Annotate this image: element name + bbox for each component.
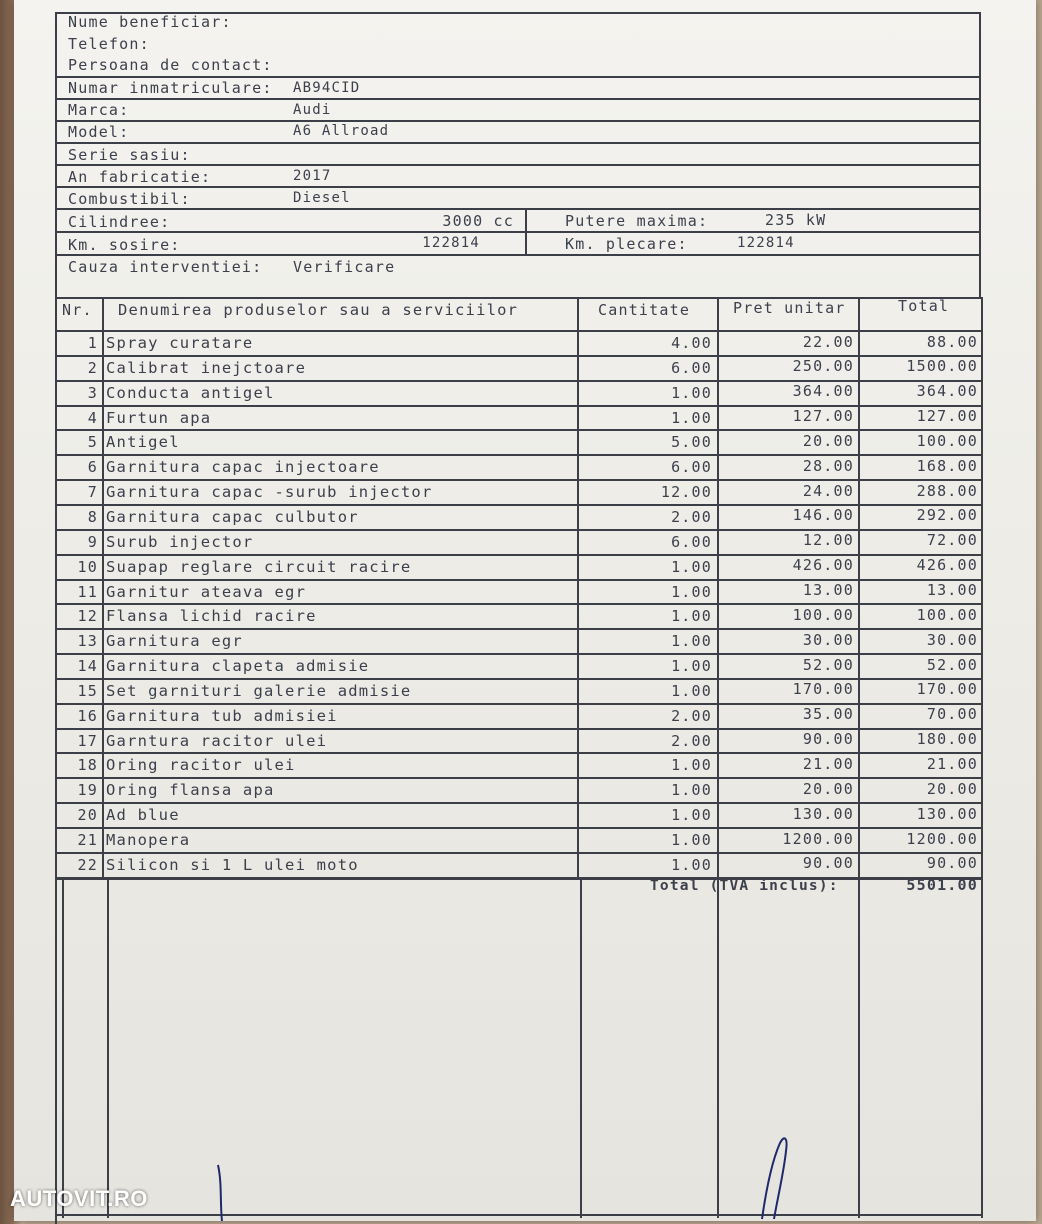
row-qty: 2.00 [671,707,712,725]
row-name: Set garnituri galerie admisie [106,682,412,700]
row-unit: 35.00 [802,705,854,723]
displacement-label: Cilindree: [68,213,171,231]
row-qty: 1.00 [671,583,712,601]
row-name: Garnitur ateava egr [106,583,307,601]
row-nr: 11 [77,583,98,601]
phone-label: Telefon: [68,35,150,53]
row-unit: 90.00 [802,730,854,748]
row-name: Ad blue [106,806,180,824]
rule [981,297,983,1218]
row-name: Garnitura tub admisiei [106,707,338,725]
total-value: 5501.00 [906,876,978,894]
reason-label: Cauza interventiei: [68,258,263,276]
row-nr: 9 [87,533,98,551]
row-total: 426.00 [916,556,978,574]
row-unit: 28.00 [802,457,854,475]
row-nr: 1 [87,334,98,352]
row-total: 288.00 [916,482,978,500]
row-unit: 24.00 [802,482,854,500]
row-total: 30.00 [926,631,978,649]
rule [55,164,980,166]
row-rule [55,827,982,829]
row-nr: 21 [77,831,98,849]
row-total: 100.00 [916,432,978,450]
col-header-qty: Cantitate [598,301,691,319]
row-total: 364.00 [916,382,978,400]
row-qty: 5.00 [671,433,712,451]
row-name: Calibrat inejctoare [106,359,307,377]
rule [107,878,109,1218]
power-label: Putere maxima: [565,212,709,230]
vin-label: Serie sasiu: [68,146,191,164]
rule [55,142,980,144]
make-label: Marca: [68,101,130,119]
row-unit: 1200.00 [782,830,854,848]
row-name: Garnitura capac -surub injector [106,483,433,501]
plate-value: AB94CID [293,80,361,96]
row-total: 292.00 [916,506,978,524]
displacement-value: 3000 cc [442,212,514,230]
row-name: Oring racitor ulei [106,756,296,774]
rule [858,297,860,1218]
row-qty: 1.00 [671,384,712,402]
row-name: Conducta antigel [106,384,275,402]
row-qty: 1.00 [671,558,712,576]
row-name: Spray curatare [106,334,254,352]
row-nr: 12 [77,607,98,625]
row-qty: 1.00 [671,856,712,874]
row-unit: 30.00 [802,631,854,649]
row-unit: 170.00 [792,680,854,698]
row-nr: 22 [77,856,98,874]
row-unit: 146.00 [792,506,854,524]
row-name: Oring flansa apa [106,781,275,799]
row-qty: 6.00 [671,533,712,551]
row-total: 1200.00 [906,830,978,848]
row-qty: 1.00 [671,682,712,700]
row-rule [55,777,982,779]
row-name: Antigel [106,433,180,451]
row-unit: 20.00 [802,432,854,450]
row-total: 130.00 [916,805,978,823]
fuel-label: Combustibil: [68,190,191,208]
row-nr: 17 [77,732,98,750]
km-out-value: 122814 [737,235,795,251]
row-name: Surub injector [106,533,254,551]
km-out-label: Km. plecare: [565,235,688,253]
row-nr: 14 [77,657,98,675]
row-name: Suapap reglare circuit racire [106,558,412,576]
row-name: Garnitura clapeta admisie [106,657,370,675]
row-rule [55,454,982,456]
row-rule [55,429,982,431]
row-nr: 3 [87,384,98,402]
year-value: 2017 [293,168,332,184]
row-unit: 426.00 [792,556,854,574]
power-value: 235 kW [765,211,827,229]
row-qty: 2.00 [671,732,712,750]
rule [62,878,64,1218]
rule [55,878,982,880]
row-rule [55,752,982,754]
rule [55,76,980,78]
row-name: Garnitura egr [106,632,243,650]
rule [55,98,980,100]
row-name: Garnitura capac culbutor [106,508,359,526]
row-qty: 1.00 [671,632,712,650]
row-unit: 364.00 [792,382,854,400]
col-header-total: Total [898,297,950,315]
row-name: Garnitura capac injectoare [106,458,380,476]
row-name: Garntura racitor ulei [106,732,328,750]
row-nr: 2 [87,359,98,377]
contact-label: Persoana de contact: [68,56,273,74]
row-unit: 20.00 [802,780,854,798]
total-label: Total (TVA inclus): [650,878,839,894]
row-total: 127.00 [916,407,978,425]
signature-mark [748,1131,808,1221]
row-qty: 1.00 [671,781,712,799]
row-total: 13.00 [926,581,978,599]
row-total: 20.00 [926,780,978,798]
row-total: 52.00 [926,656,978,674]
km-in-value: 122814 [422,235,480,251]
reason-value: Verificare [293,258,396,276]
row-rule [55,479,982,481]
row-total: 168.00 [916,457,978,475]
model-label: Model: [68,123,130,141]
row-rule [55,802,982,804]
rule [55,231,980,233]
row-unit: 130.00 [792,805,854,823]
row-qty: 6.00 [671,458,712,476]
row-rule [55,653,982,655]
row-total: 21.00 [926,755,978,773]
row-total: 170.00 [916,680,978,698]
rule [55,12,57,1224]
rule [525,208,527,254]
row-qty: 2.00 [671,508,712,526]
row-qty: 1.00 [671,806,712,824]
rule [55,1214,982,1216]
row-unit: 100.00 [792,606,854,624]
row-total: 72.00 [926,531,978,549]
beneficiary-label: Nume beneficiar: [68,13,232,31]
plate-label: Numar inmatriculare: [68,79,273,97]
row-qty: 4.00 [671,334,712,352]
row-total: 1500.00 [906,357,978,375]
row-nr: 8 [87,508,98,526]
year-label: An fabricatie: [68,168,212,186]
row-nr: 16 [77,707,98,725]
model-value: A6 Allroad [293,123,390,139]
row-nr: 6 [87,458,98,476]
make-value: Audi [293,102,332,118]
row-unit: 12.00 [802,531,854,549]
row-rule [55,603,982,605]
row-nr: 18 [77,756,98,774]
rule [102,297,104,878]
fuel-value: Diesel [293,190,351,206]
row-qty: 12.00 [660,483,712,501]
row-qty: 1.00 [671,831,712,849]
row-total: 70.00 [926,705,978,723]
row-unit: 13.00 [802,581,854,599]
row-nr: 13 [77,632,98,650]
rule [55,330,982,332]
row-qty: 6.00 [671,359,712,377]
autovit-watermark: AUTOVIT.RO [10,1186,148,1211]
row-rule [55,628,982,630]
row-name: Silicon si 1 L ulei moto [106,856,359,874]
rule [55,208,980,210]
km-in-label: Km. sosire: [68,236,181,254]
row-qty: 1.00 [671,409,712,427]
rule [55,120,980,122]
row-unit: 90.00 [802,854,854,872]
row-name: Furtun apa [106,409,212,427]
row-total: 88.00 [926,333,978,351]
row-unit: 127.00 [792,407,854,425]
row-nr: 15 [77,682,98,700]
rule [55,254,980,256]
rule [979,12,981,297]
rule [717,297,719,1218]
row-nr: 10 [77,558,98,576]
signature-mark-2 [208,1163,238,1223]
row-total: 180.00 [916,730,978,748]
row-nr: 19 [77,781,98,799]
row-nr: 20 [77,806,98,824]
col-header-nr: Nr. [62,301,93,319]
row-unit: 21.00 [802,755,854,773]
row-unit: 250.00 [792,357,854,375]
row-qty: 1.00 [671,756,712,774]
row-name: Flansa lichid racire [106,607,317,625]
row-total: 90.00 [926,854,978,872]
rule [580,878,582,1218]
row-name: Manopera [106,831,191,849]
col-header-unit: Pret unitar [733,299,846,317]
row-nr: 5 [87,433,98,451]
row-unit: 52.00 [802,656,854,674]
row-qty: 1.00 [671,607,712,625]
rule [577,297,579,878]
col-header-name: Denumirea produselor sau a serviciilor [118,301,519,319]
rule [55,186,980,188]
row-nr: 4 [87,409,98,427]
row-total: 100.00 [916,606,978,624]
row-qty: 1.00 [671,657,712,675]
row-unit: 22.00 [802,333,854,351]
row-nr: 7 [87,483,98,501]
